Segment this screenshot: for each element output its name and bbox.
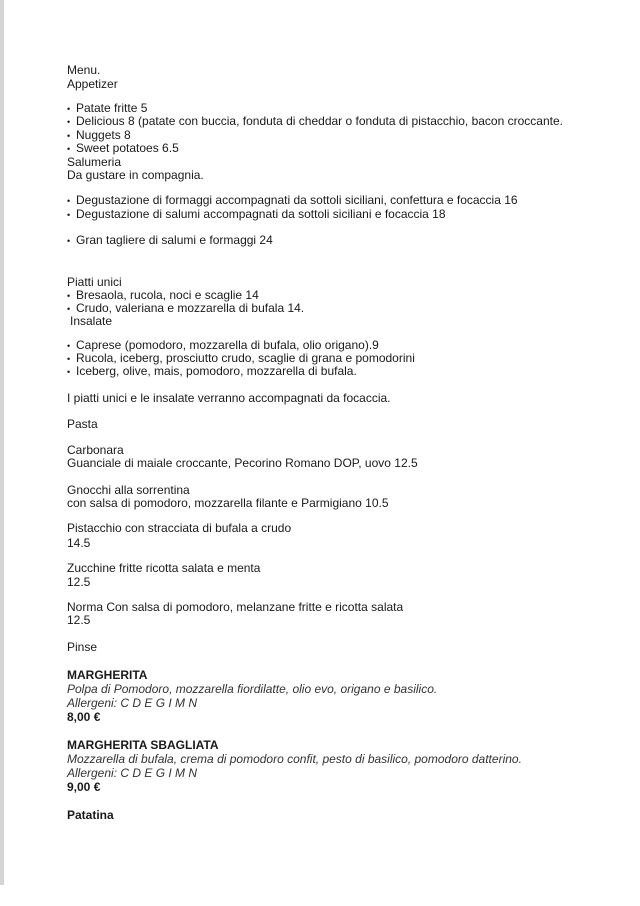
- list-item: [67, 114, 563, 129]
- section-heading-insalate: Insalate: [70, 314, 113, 328]
- list-item: [67, 141, 179, 156]
- dish-desc: Guanciale di maiale croccante, Pecorino Romano DOP, uovo 12.5: [67, 456, 418, 470]
- dish-name: Pistacchio con stracciata di bufala a crudo: [67, 521, 292, 535]
- section-heading-salumeria: Salumeria: [67, 155, 122, 169]
- dish-name: Carbonara: [67, 443, 124, 457]
- dish-desc: 12.5: [67, 575, 91, 589]
- section-subtitle: Da gustare in compagnia.: [67, 168, 204, 182]
- pinsa-price: 8,00 €: [67, 710, 101, 724]
- pinsa-name: MARGHERITA SBAGLIATA: [67, 738, 219, 752]
- section-heading-pinse: Pinse: [67, 640, 98, 654]
- item-text: Gran tagliere di salumi e formaggi 24: [76, 233, 273, 247]
- pinsa-desc: Mozzarella di bufala, crema di pomodoro confit, pesto di basilico, pomodoro datterino.: [67, 752, 522, 766]
- menu-title: Menu.: [67, 63, 101, 77]
- section-heading-piatti-unici: Piatti unici: [67, 275, 122, 289]
- pinsa-price: 9,00 €: [67, 780, 101, 794]
- dish-desc: 12.5: [67, 613, 91, 627]
- dish-desc: con salsa di pomodoro, mozzarella filante e Parmigiano 10.5: [67, 496, 389, 510]
- item-text: Degustazione di formaggi accompagnati da sottoli siciliani, confettura e focaccia 16: [76, 193, 518, 207]
- note: I piatti unici e le insalate verranno accompagnati da focaccia.: [67, 391, 391, 405]
- list-item: [67, 233, 273, 248]
- item-text: Delicious 8 (patate con buccia, fonduta di cheddar o fonduta di pistacchio, bacon croccante.: [76, 114, 563, 128]
- pinsa-name: Patatina: [67, 808, 114, 822]
- dish-name: Norma Con salsa di pomodoro, melanzane fritte e ricotta salata: [67, 600, 404, 614]
- list-item: [67, 364, 357, 379]
- item-text: Patate fritte 5: [76, 101, 148, 115]
- item-text: Bresaola, rucola, noci e scaglie 14: [76, 288, 259, 302]
- pinsa-desc: Polpa di Pomodoro, mozzarella fiordilatte, olio evo, origano e basilico.: [67, 682, 438, 696]
- item-text: Degustazione di salumi accompagnati da sottoli siciliani e focaccia 18: [76, 207, 446, 221]
- pinsa-allergens: Allergeni: C D E G I M N: [67, 766, 198, 780]
- item-text: Nuggets 8: [76, 128, 131, 142]
- page-edge: [0, 0, 4, 885]
- item-text: Crudo, valeriana e mozzarella di bufala 14.: [76, 301, 305, 315]
- dish-name: Zucchine fritte ricotta salata e menta: [67, 561, 261, 575]
- item-text: Rucola, iceberg, prosciutto crudo, scaglie di grana e pomodorini: [76, 351, 415, 365]
- list-item: [67, 207, 446, 222]
- pinsa-name: MARGHERITA: [67, 668, 148, 682]
- item-text: Sweet potatoes 6.5: [76, 141, 179, 155]
- list-item: [67, 193, 518, 208]
- pinsa-allergens: Allergeni: C D E G I M N: [67, 696, 198, 710]
- item-text: Iceberg, olive, mais, pomodoro, mozzarella di bufala.: [76, 364, 357, 378]
- section-heading-appetizer: Appetizer: [67, 77, 118, 91]
- dish-desc: 14.5: [67, 536, 91, 550]
- section-heading-pasta: Pasta: [67, 417, 98, 431]
- dish-name: Gnocchi alla sorrentina: [67, 483, 190, 497]
- item-text: Caprese (pomodoro, mozzarella di bufala, olio origano).9: [76, 338, 379, 352]
